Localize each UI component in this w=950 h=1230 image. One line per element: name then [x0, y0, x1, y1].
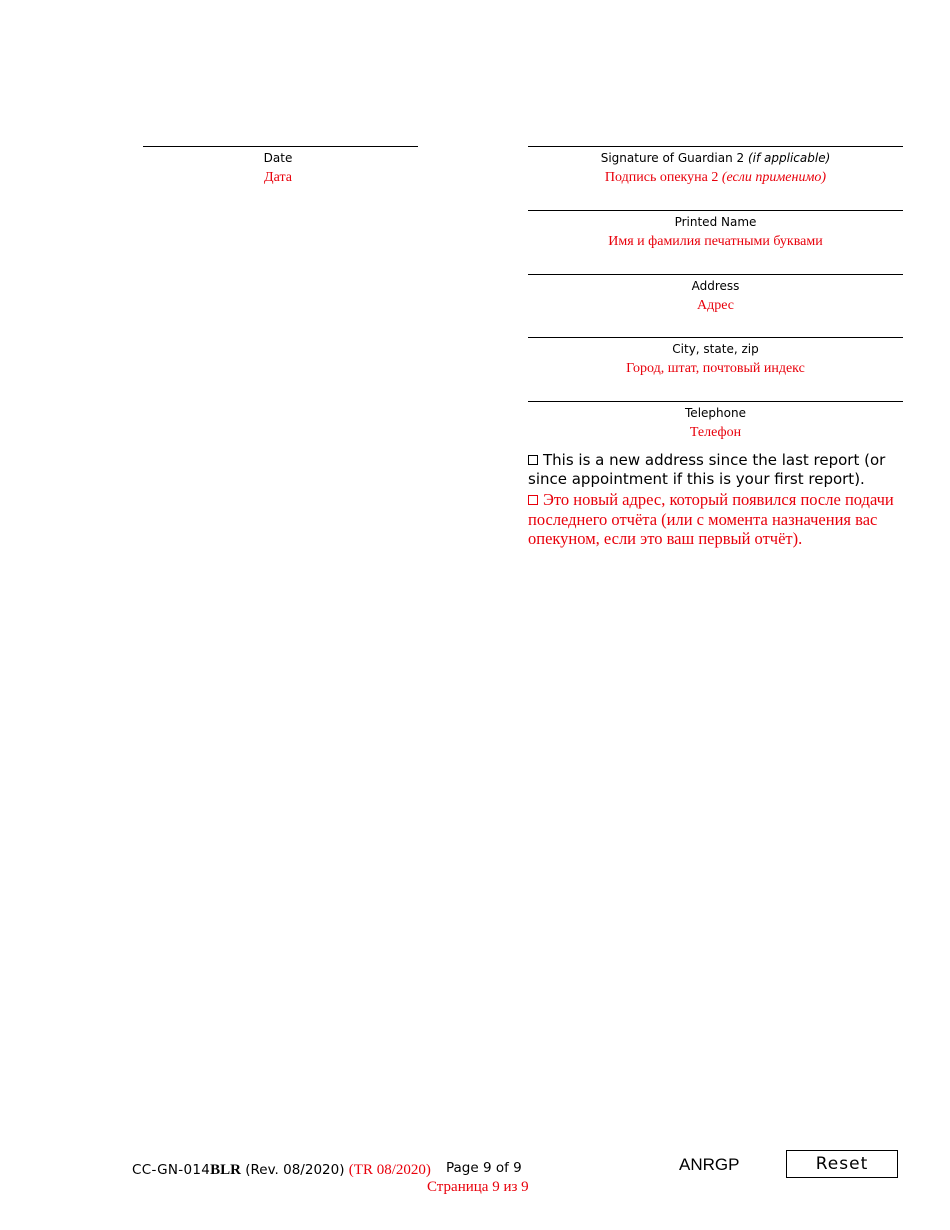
signature-line	[528, 146, 903, 147]
new-address-note-ru	[528, 490, 908, 549]
signature-label-en-main: Signature of Guardian 2	[600, 151, 748, 165]
address-label	[528, 277, 903, 315]
new-address-note-ru-text: Это новый адрес, который появился после подачи последнего отчёта (или с момента назначения вас опекуном, если это ваш первый отчёт).	[528, 490, 894, 548]
address-label-en: Address	[691, 279, 740, 293]
printed-name-label-ru: Имя и фамилия печатными буквами	[608, 234, 823, 249]
telephone-label-ru: Телефон	[689, 425, 742, 440]
new-address-note	[528, 451, 908, 549]
telephone-label	[528, 404, 903, 442]
printed-name-label	[528, 213, 903, 251]
signature-label-ru-main: Подпись опекуна 2	[604, 170, 722, 185]
page-number-ru: Страница 9 из 9	[427, 1179, 529, 1195]
city-label	[528, 340, 903, 378]
address-label-ru: Адрес	[696, 298, 734, 313]
signature-label	[528, 149, 903, 187]
city-label-en: City, state, zip	[672, 342, 759, 356]
signature-label-en-italic: (if applicable)	[747, 151, 831, 165]
telephone-line	[528, 401, 903, 402]
date-signature-line	[143, 146, 418, 147]
new-address-note-en	[528, 451, 908, 489]
city-line	[528, 337, 903, 338]
date-label-ru: Дата	[264, 170, 292, 185]
form-id-code: CC-GN-014	[132, 1162, 211, 1178]
new-address-checkbox[interactable]	[528, 455, 538, 465]
new-address-note-en-text: This is a new address since the last report (or since appointment if this is your first report).	[528, 451, 886, 488]
address-line	[528, 274, 903, 275]
signature-label-ru	[528, 168, 903, 187]
telephone-label-en: Telephone	[685, 406, 746, 420]
date-label-en: Date	[263, 151, 293, 165]
new-address-checkbox-ru[interactable]	[528, 495, 538, 505]
reset-button[interactable]: Reset	[786, 1150, 898, 1178]
form-revision: (Rev. 08/2020)	[240, 1162, 349, 1178]
printed-name-label-en: Printed Name	[674, 215, 757, 229]
page-number-en: Page 9 of 9	[446, 1160, 522, 1176]
city-label-ru: Город, штат, почтовый индекс	[626, 361, 805, 376]
date-label	[143, 149, 413, 187]
form-translation-revision: (TR 08/2020)	[348, 1162, 431, 1178]
signature-label-ru-italic: (если применимо)	[721, 170, 827, 185]
form-id-suffix: BLR	[210, 1162, 241, 1178]
form-code: ANRGP	[679, 1155, 740, 1174]
form-id	[132, 1159, 431, 1179]
signature-label-en	[528, 149, 903, 168]
printed-name-line	[528, 210, 903, 211]
